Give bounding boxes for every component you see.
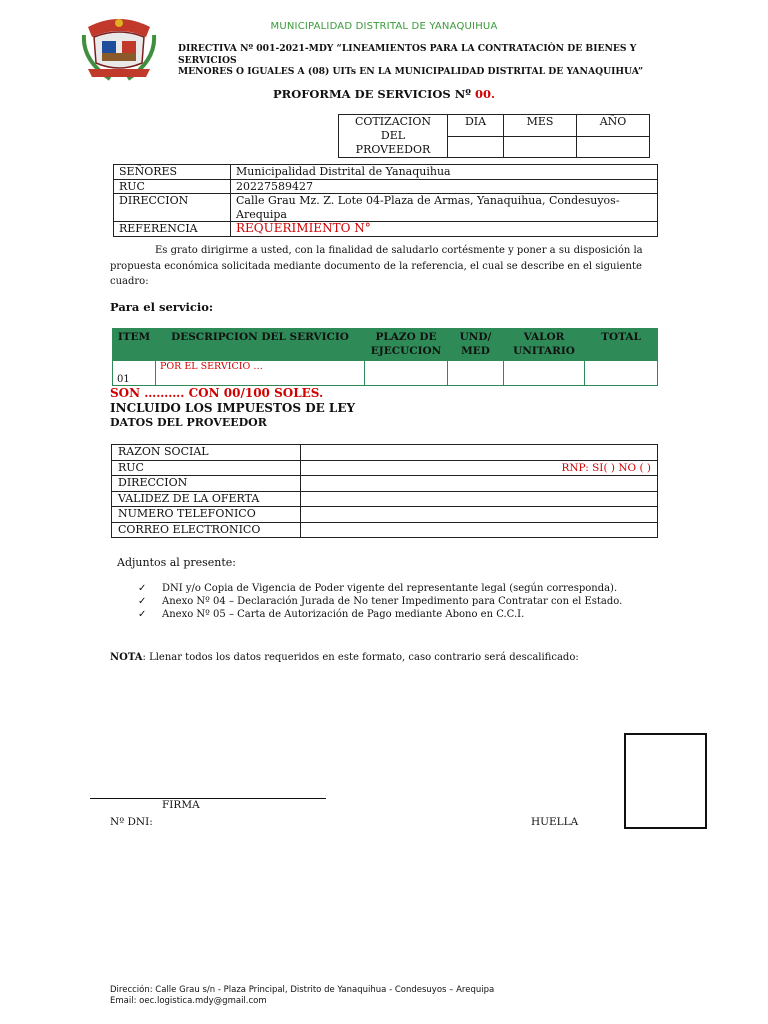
directiva-title (178, 43, 658, 78)
ruc-label: RUC (112, 460, 301, 476)
referencia-value: REQUERIMIENTO N° (231, 222, 658, 237)
directiva-line-2: MENORES O IGUALES A (08) UITs EN LA MUNICIPALIDAD DISTRITAL DE YANAQUIHUA” (178, 66, 644, 77)
footer (110, 985, 494, 1007)
col-item: ITEM (113, 329, 156, 361)
proforma-prefix: PROFORMA DE SERVICIOS Nº (272, 87, 475, 101)
provider-table (111, 444, 658, 538)
cotizacion-table (338, 114, 650, 158)
checkmark-icon: ✓ (138, 596, 147, 607)
service-table (112, 328, 658, 386)
proforma-number: 00. (475, 87, 496, 101)
list-item: ✓ Anexo Nº 05 – Carta de Autorización de Pago mediante Abono en C.C.I. (138, 609, 525, 620)
row-total-field[interactable] (585, 361, 658, 386)
nota-label: NOTA (110, 652, 143, 663)
col-und: UND/ MED (448, 329, 504, 361)
service-table-header (113, 329, 658, 361)
col-total: TOTAL (585, 329, 658, 361)
info-value: 20227589427 (231, 179, 658, 194)
correo-label: CORREO ELECTRONICO (112, 522, 301, 538)
nota-text: : Llenar todos los datos requeridos en este formato, caso contrario será descalificado: (142, 652, 579, 663)
municipal-logo-icon (80, 15, 158, 85)
mes-field[interactable] (504, 136, 577, 158)
amount-in-words: SON ………. CON 00/100 SOLES. (110, 386, 324, 400)
dia-field[interactable] (448, 136, 504, 158)
signature-line (90, 798, 326, 799)
list-item: ✓ DNI y/o Copia de Vigencia de Poder vigente del representante legal (según corresponda). (138, 583, 618, 594)
checkmark-icon: ✓ (138, 583, 147, 594)
fingerprint-box (624, 733, 707, 829)
razon-social-field[interactable] (301, 445, 658, 461)
row-valor-field[interactable] (504, 361, 585, 386)
anio-field[interactable] (577, 136, 650, 158)
info-value: Municipalidad Distrital de Yanaquihua (231, 165, 658, 180)
row-item: 01 (113, 361, 156, 386)
direccion-field[interactable] (301, 476, 658, 492)
checkmark-icon: ✓ (138, 609, 147, 620)
validez-label: VALIDEZ DE LA OFERTA (112, 491, 301, 507)
cotizacion-label: COTIZACION DEL PROVEEDOR (339, 115, 448, 158)
info-key: RUC (114, 179, 231, 194)
correo-field[interactable] (301, 522, 658, 538)
mes-header: MES (504, 115, 577, 137)
incluido-impuestos: INCLUIDO LOS IMPUESTOS DE LEY (110, 401, 356, 415)
telefono-field[interactable] (301, 507, 658, 523)
adjuntos-title: Adjuntos al presente: (117, 556, 237, 569)
adjuntos-list (138, 582, 622, 621)
info-value: Calle Grau Mz. Z. Lote 04-Plaza de Armas, Yanaquihua, Condesuyos-Arequipa (231, 194, 658, 222)
nota (110, 652, 579, 663)
info-key: DIRECCION (114, 194, 231, 222)
list-item: ✓ Anexo Nº 04 – Declaración Jurada de No tener Impedimento para Contratar con el Estado. (138, 596, 623, 607)
proforma-title (0, 87, 768, 101)
table-row (113, 361, 658, 386)
validez-field[interactable] (301, 491, 658, 507)
col-plazo: PLAZO DE EJECUCION (365, 329, 448, 361)
dia-header: DIA (448, 115, 504, 137)
telefono-label: NUMERO TELEFONICO (112, 507, 301, 523)
recipient-info-table (113, 164, 658, 237)
footer-email: Email: oec.logistica.mdy@gmail.com (110, 996, 267, 1006)
direccion-label: DIRECCION (112, 476, 301, 492)
intro-paragraph: Es grato dirigirme a usted, con la finalidad de saludarlo cortésmente y poner a su disposición la propuesta económica solicitada mediante documento de la referencia, el cual se describe en el siguiente cuadro: (110, 245, 643, 287)
footer-address: Dirección: Calle Grau s/n - Plaza Principal, Distrito de Yanaquihua - Condesuyos – Arequipa (110, 985, 495, 995)
col-descripcion: DESCRIPCION DEL SERVICIO (156, 329, 365, 361)
datos-proveedor-title: DATOS DEL PROVEEDOR (110, 416, 267, 429)
info-key: SEÑORES (114, 165, 231, 180)
directiva-line-1: DIRECTIVA Nº 001-2021-MDY “LINEAMIENTOS PARA LA CONTRATACIÒN DE BIENES Y SERVICIOS (178, 43, 637, 66)
row-und-field[interactable] (448, 361, 504, 386)
row-descripcion: POR EL SERVICIO … (156, 361, 365, 386)
dni-label: Nº DNI: (110, 816, 153, 828)
col-valor: VALOR UNITARIO (504, 329, 585, 361)
rnp-field[interactable]: RNP: SI( ) NO ( ) (301, 460, 658, 476)
municipality-name: MUNICIPALIDAD DISTRITAL DE YANAQUIHUA (270, 21, 498, 32)
anio-header: AÑO (577, 115, 650, 137)
huella-label: HUELLA (531, 816, 579, 828)
row-plazo-field[interactable] (365, 361, 448, 386)
firma-label: FIRMA (162, 799, 200, 811)
razon-social-label: RAZON SOCIAL (112, 445, 301, 461)
para-servicio-label: Para el servicio: (110, 300, 214, 314)
info-key: REFERENCIA (114, 222, 231, 237)
